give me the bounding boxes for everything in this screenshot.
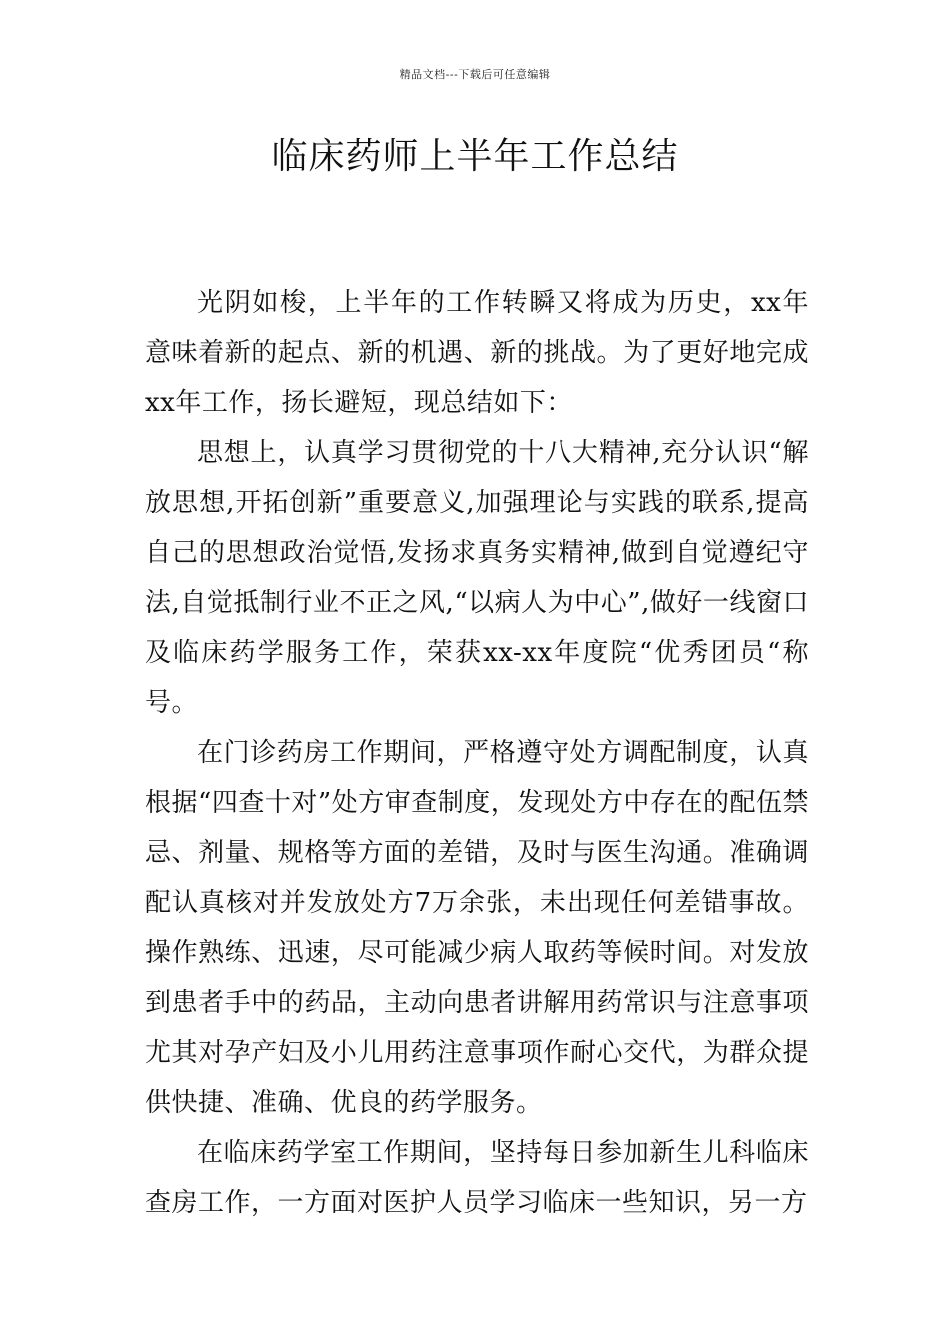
paragraph-intro: 光阴如梭，上半年的工作转瞬又将成为历史，xx年意味着新的起点、新的机遇、新的挑战。为了更好地完成xx年工作，扬长避短，现总结如下： — [145, 288, 809, 418]
document-title: 临床药师上半年工作总结 — [271, 136, 679, 177]
header-note: 精品文档---下载后可任意编辑 — [399, 68, 551, 81]
paragraph-ideology: 思想上，认真学习贯彻党的十八大精神,充分认识“解放思想,开拓创新”重要意义,加强理论与实践的联系,提高自己的思想政治觉悟,发扬求真务实精神,做到自觉遵纪守法,自觉抵制行业不正之风,“以病人为中心”,做好一线窗口及临床药学服务工作，荣获xx-xx年度院“优秀团员“称号。 — [145, 438, 809, 718]
paragraph-clinical-pharmacy: 在临床药学室工作期间，坚持每日参加新生儿科临床查房工作，一方面对医护人员学习临床一些知识，另一方 — [145, 1138, 809, 1218]
document-body — [145, 278, 809, 1228]
paragraph-outpatient-pharmacy: 在门诊药房工作期间，严格遵守处方调配制度，认真根据“四查十对”处方审查制度，发现处方中存在的配伍禁忌、剂量、规格等方面的差错，及时与医生沟通。准确调配认真核对并发放处方7万余张，未出现任何差错事故。操作熟练、迅速，尽可能减少病人取药等候时间。对发放到患者手中的药品，主动向患者讲解用药常识与注意事项尤其对孕产妇及小儿用药注意事项作耐心交代，为群众提供快捷、准确、优良的药学服务。 — [145, 738, 809, 1118]
